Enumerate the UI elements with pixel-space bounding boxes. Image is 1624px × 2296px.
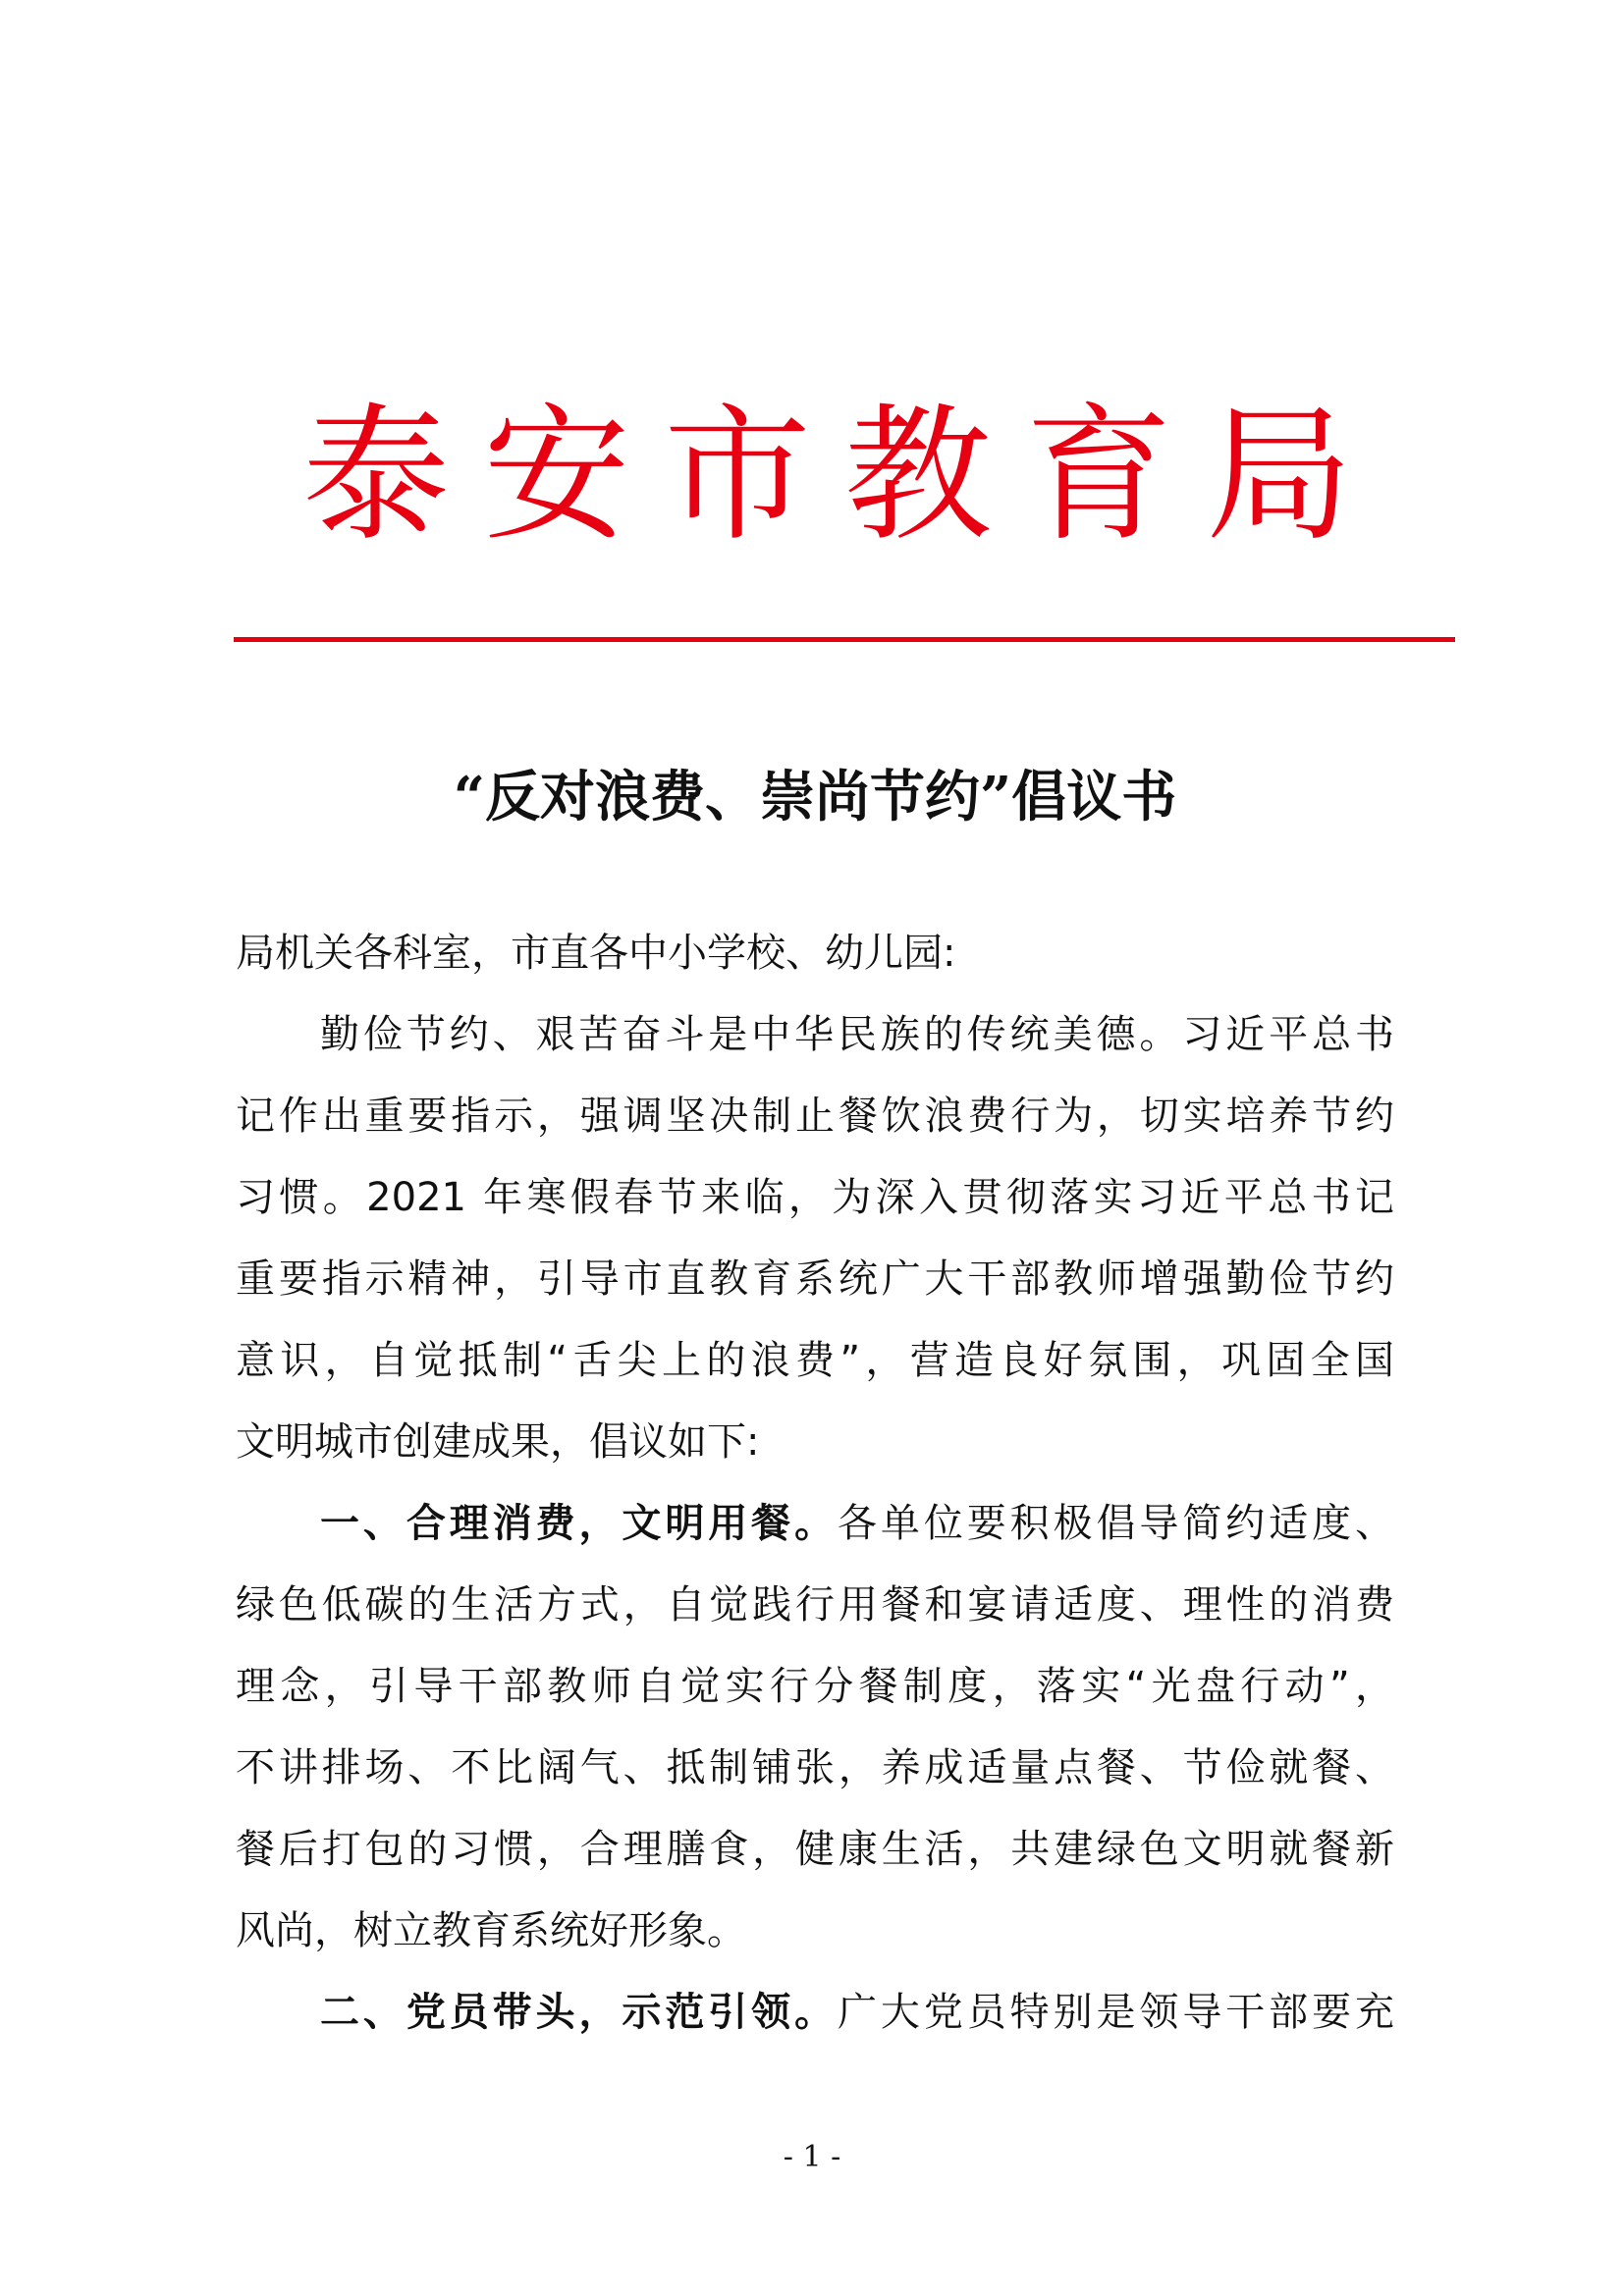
intro-line: 记作出重要指示，强调坚决制止餐饮浪费行为，切实培养节约 — [236, 1094, 1394, 1139]
intro-line: 文明城市创建成果，倡议如下: — [236, 1419, 760, 1465]
intro-line: 意识，自觉抵制“舌尖上的浪费”，营造良好氛围，巩固全国 — [236, 1338, 1394, 1383]
section-1-first-line — [236, 1483, 1394, 1565]
section-1-line: 不讲排场、不比阔气、抵制铺张，养成适量点餐、节俭就餐、 — [236, 1745, 1394, 1790]
red-separator-rule — [234, 637, 1455, 642]
section-1-heading: 一、合理消费，文明用餐。 — [320, 1501, 838, 1546]
section-2-first-line — [236, 1972, 1394, 2054]
intro-line: 重要指示精神，引导市直教育系统广大干部教师增强勤俭节约 — [236, 1256, 1394, 1302]
section-1-text: 各单位要积极倡导简约适度、 — [838, 1501, 1394, 1546]
document-body — [236, 913, 1394, 2054]
document-title: “反对浪费、崇尚节约”倡议书 — [453, 765, 1177, 829]
intro-line: 勤俭节约、艰苦奋斗是中华民族的传统美德。习近平总书 — [320, 1012, 1394, 1057]
intro-line: 习惯。2021 年寒假春节来临，为深入贯彻落实习近平总书记 — [236, 1175, 1394, 1220]
page-number: - 1 - — [783, 2140, 841, 2174]
section-2-text: 广大党员特别是领导干部要充 — [838, 1990, 1394, 2035]
addressee: 局机关各科室，市直各中小学校、幼儿园: — [236, 931, 956, 976]
section-1-line: 绿色低碳的生活方式，自觉践行用餐和宴请适度、理性的消费 — [236, 1582, 1394, 1628]
section-2-heading: 二、党员带头，示范引领。 — [320, 1990, 838, 2035]
section-1-line: 风尚，树立教育系统好形象。 — [236, 1908, 746, 1953]
org-name-heading: 泰安市教育局 — [301, 391, 1386, 561]
section-1-line: 餐后打包的习惯，合理膳食，健康生活，共建绿色文明就餐新 — [236, 1827, 1394, 1872]
section-1-line: 理念，引导干部教师自觉实行分餐制度，落实“光盘行动”， — [236, 1664, 1394, 1709]
